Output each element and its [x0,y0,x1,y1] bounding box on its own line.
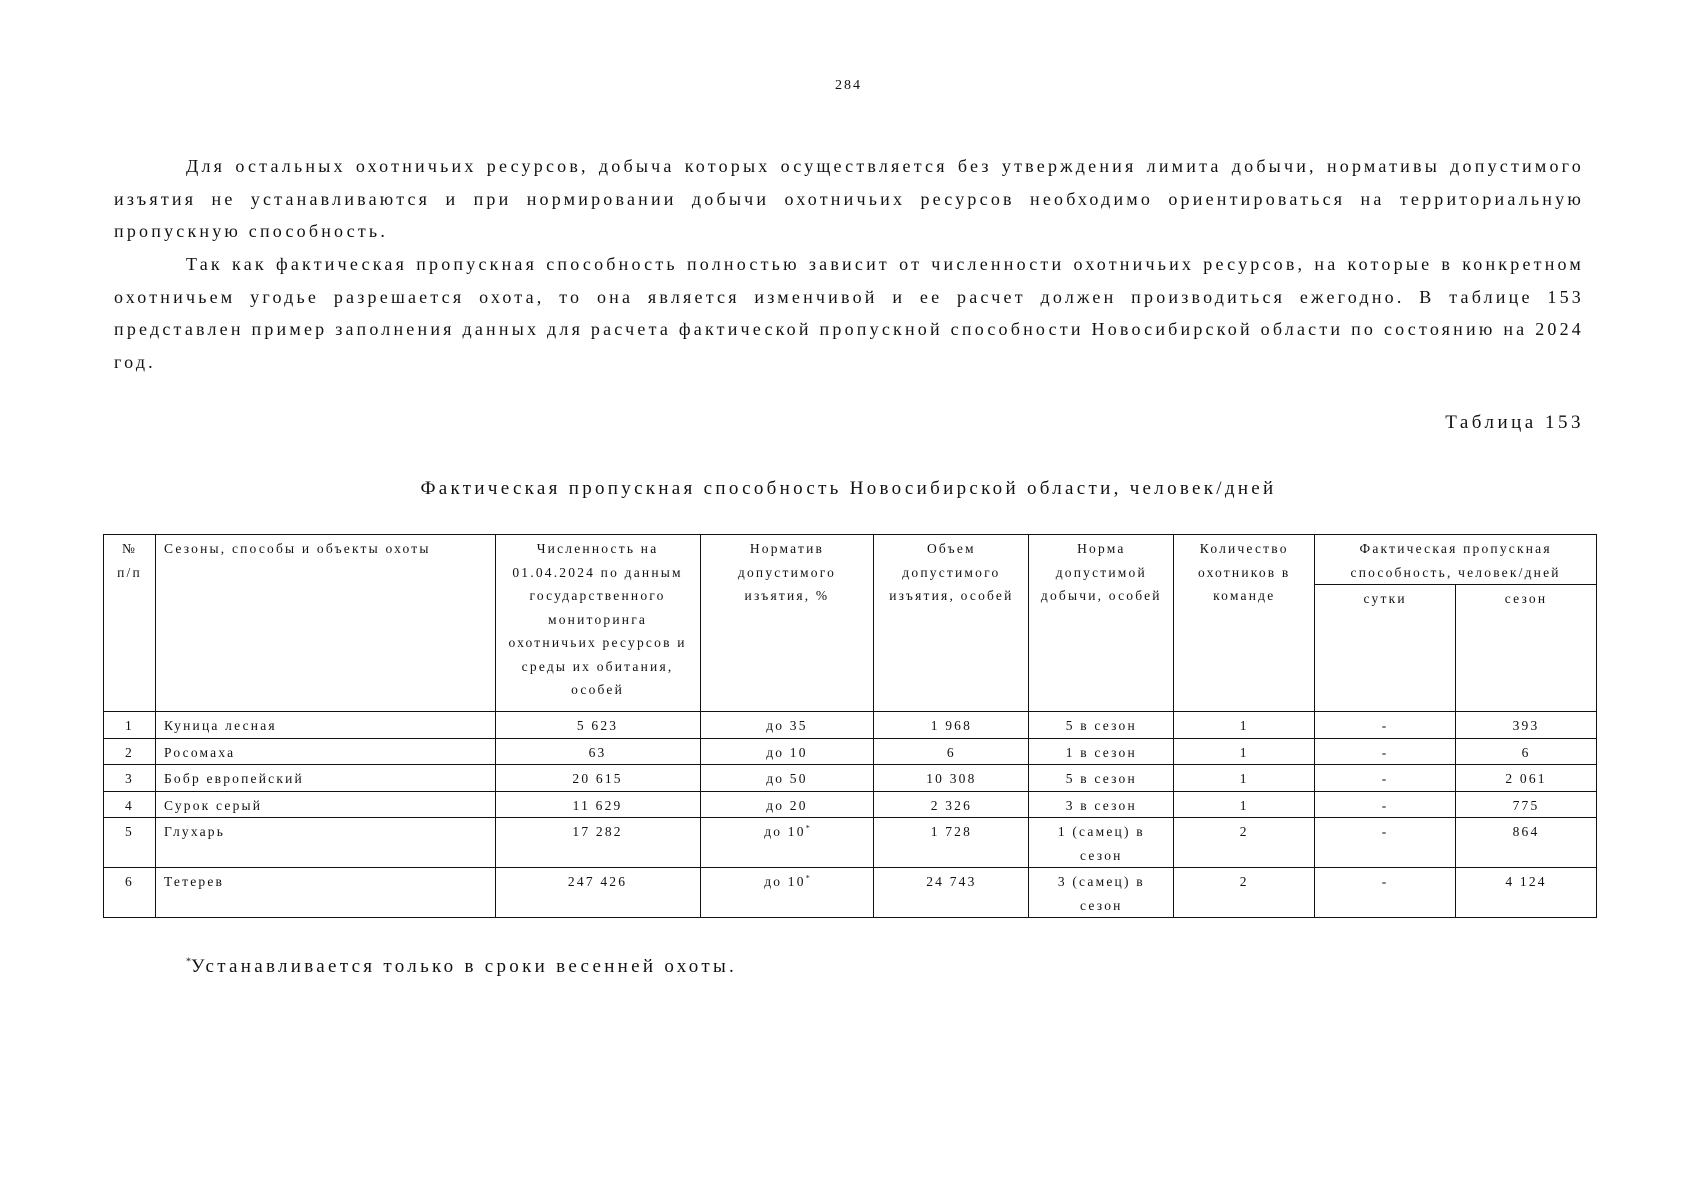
row-per-day: - [1315,791,1456,818]
row-quota: до 10 [700,738,874,765]
table-body [104,712,1597,918]
footnote-mark: * [186,956,191,968]
row-hunters: 2 [1174,818,1315,868]
row-quota: до 20 [700,791,874,818]
header-hunters: Количество охотников в команде [1174,535,1315,712]
page-number: 284 [835,78,862,93]
header-bag-limit: Норма допустимой добычи, особей [1029,535,1174,712]
row-name: Тетерев [155,868,495,918]
row-population: 17 282 [495,818,700,868]
header-per-day: сутки [1315,585,1456,712]
header-quota: Норматив допустимого изъятия, % [700,535,874,712]
row-per-day: - [1315,818,1456,868]
table-header-row [104,535,1597,585]
row-num: 4 [104,791,156,818]
row-bag-limit: 5 в сезон [1029,712,1174,739]
row-population: 20 615 [495,765,700,792]
footnote [186,956,737,978]
row-name: Бобр европейский [155,765,495,792]
row-per-season: 4 124 [1456,868,1597,918]
row-hunters: 2 [1174,868,1315,918]
table-row [104,868,1597,918]
row-per-season: 864 [1456,818,1597,868]
footnote-text: Устанавливается только в сроки весенней охоты. [191,956,738,977]
row-per-season: 393 [1456,712,1597,739]
row-volume: 6 [874,738,1029,765]
capacity-table [103,534,1597,918]
row-per-season: 2 061 [1456,765,1597,792]
header-num: № п/п [104,535,156,712]
row-quota: до 35 [700,712,874,739]
table-label: Таблица 153 [1445,412,1584,433]
row-num: 5 [104,818,156,868]
row-num: 3 [104,765,156,792]
row-bag-limit: 5 в сезон [1029,765,1174,792]
header-capacity: Фактическая пропускная способность, человек/дней [1315,535,1597,585]
row-hunters: 1 [1174,791,1315,818]
header-population: Численность на 01.04.2024 по данным государственного мониторинга охотничьих ресурсов и среды их обитания, особей [495,535,700,712]
row-population: 5 623 [495,712,700,739]
row-per-season: 775 [1456,791,1597,818]
row-volume: 2 326 [874,791,1029,818]
row-per-day: - [1315,712,1456,739]
row-hunters: 1 [1174,765,1315,792]
row-name: Куница лесная [155,712,495,739]
row-bag-limit: 3 (самец) в сезон [1029,868,1174,918]
row-per-day: - [1315,868,1456,918]
row-per-day: - [1315,738,1456,765]
row-name: Росомаха [155,738,495,765]
table-row [104,738,1597,765]
row-num: 6 [104,868,156,918]
table-row [104,765,1597,792]
row-volume: 24 743 [874,868,1029,918]
row-bag-limit: 1 (самец) в сезон [1029,818,1174,868]
row-population: 11 629 [495,791,700,818]
header-name: Сезоны, способы и объекты охоты [155,535,495,712]
header-volume: Объем допустимого изъятия, особей [874,535,1029,712]
row-name: Глухарь [155,818,495,868]
row-per-season: 6 [1456,738,1597,765]
table-row [104,712,1597,739]
paragraph-1: Для остальных охотничьих ресурсов, добыча которых осуществляется без утверждения лимита добычи, нормативы допустимого изъятия не устанавливаются и при нормировании добычи охотничьих ресурсов необходимо ориентироваться на территориальную пропускную способность. [114,156,1584,241]
row-quota: до 10* [700,868,874,918]
row-per-day: - [1315,765,1456,792]
table-row [104,791,1597,818]
row-name: Сурок серый [155,791,495,818]
row-volume: 1 728 [874,818,1029,868]
row-volume: 1 968 [874,712,1029,739]
footnote-marker: * [805,873,810,883]
row-num: 2 [104,738,156,765]
header-per-season: сезон [1456,585,1597,712]
row-hunters: 1 [1174,712,1315,739]
table-row [104,818,1597,868]
row-num: 1 [104,712,156,739]
row-volume: 10 308 [874,765,1029,792]
row-quota: до 50 [700,765,874,792]
table-title: Фактическая пропускная способность Новосибирской области, человек/дней [420,478,1277,499]
row-bag-limit: 1 в сезон [1029,738,1174,765]
row-hunters: 1 [1174,738,1315,765]
row-population: 247 426 [495,868,700,918]
paragraph-2: Так как фактическая пропускная способность полностью зависит от численности охотничьих ресурсов, на которые в конкретном охотничьем угодье разрешается охота, то она является изменчивой и ее расчет должен производиться ежегодно. В таблице 153 представлен пример заполнения данных для расчета фактической пропускной способности Новосибирской области по состоянию на 2024 год. [114,254,1584,372]
footnote-marker: * [805,823,810,833]
row-bag-limit: 3 в сезон [1029,791,1174,818]
row-population: 63 [495,738,700,765]
row-quota: до 10* [700,818,874,868]
